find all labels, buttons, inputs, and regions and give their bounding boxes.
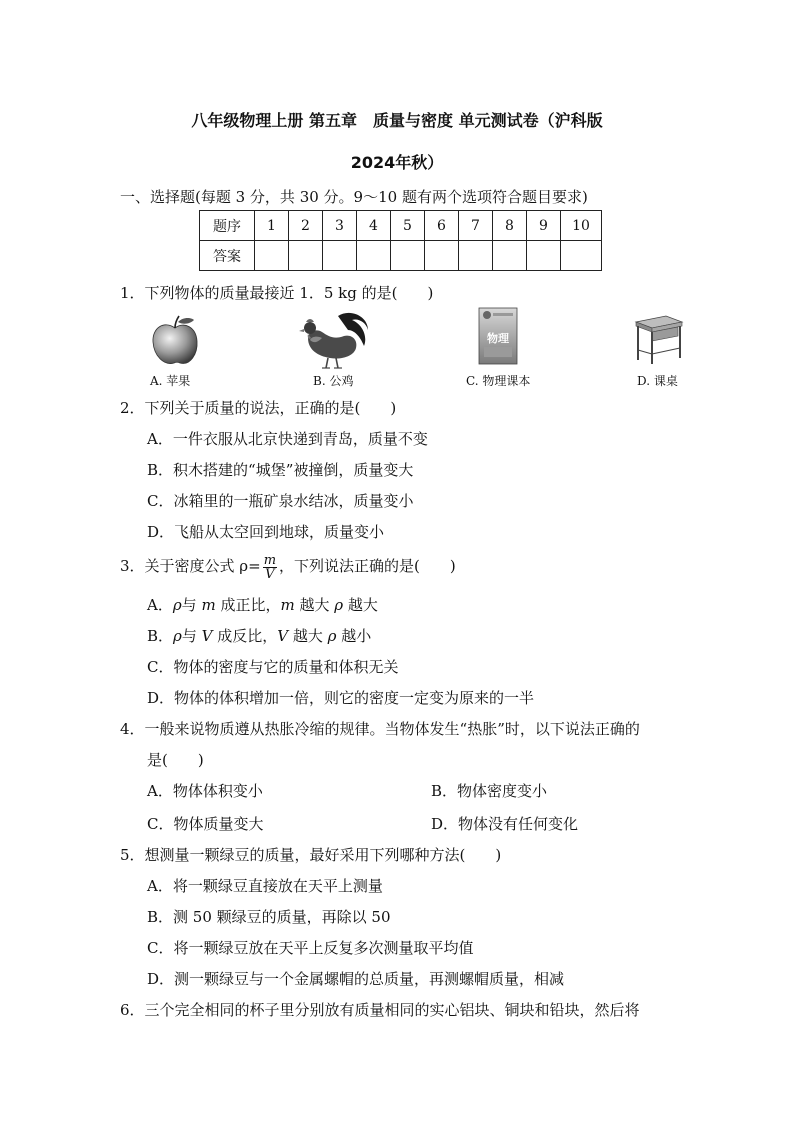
option-text: 成反比，: [212, 627, 278, 645]
table-number-cell: 1: [255, 211, 289, 241]
apple-image: [150, 314, 200, 368]
symbol-v: V: [277, 627, 289, 645]
symbol-v: V: [201, 627, 213, 645]
symbol-rho: ρ: [327, 627, 337, 645]
question-4-option-d: D．物体没有任何变化: [431, 815, 579, 833]
answer-cell[interactable]: [561, 241, 602, 271]
table-number-cell: 3: [323, 211, 357, 241]
question-2-option-b: B．积木搭建的“城堡”被撞倒，质量变大: [147, 461, 414, 479]
question-5-option-d: D．测一颗绿豆与一个金属螺帽的总质量，再测螺帽质量，相减: [147, 970, 565, 988]
symbol-rho: ρ: [173, 627, 182, 645]
answer-cell[interactable]: [527, 241, 561, 271]
option-text: 越大: [343, 596, 378, 614]
table-number-cell: 7: [459, 211, 493, 241]
answer-cell[interactable]: [459, 241, 493, 271]
table-number-cell: 8: [493, 211, 527, 241]
option-apple-caption: A. 苹果: [150, 374, 191, 388]
option-text: 越小: [336, 627, 372, 645]
question-3-option-b: [147, 625, 371, 646]
table-number-cell: 2: [289, 211, 323, 241]
page-title-line1: 八年级物理上册 第五章 质量与密度 单元测试卷（沪科版: [191, 111, 603, 130]
textbook-cover-title: 物理: [487, 332, 509, 345]
page-title-line2: 2024年秋）: [350, 153, 444, 172]
answer-table-header-row: [200, 211, 602, 241]
symbol-rho: ρ: [334, 596, 344, 614]
question-5-stem: 5．想测量一颗绿豆的质量，最好采用下列哪种方法( ): [120, 846, 502, 864]
table-number-cell: 6: [425, 211, 459, 241]
answer-cell[interactable]: [493, 241, 527, 271]
answer-table: [199, 210, 602, 271]
option-desk-caption: D. 课桌: [637, 374, 678, 388]
symbol-m: m: [280, 596, 295, 614]
question-4-option-c: C．物体质量变大: [147, 815, 264, 833]
question-3-option-a: [147, 594, 378, 615]
question-5-option-c: C．将一颗绿豆放在天平上反复多次测量取平均值: [147, 939, 474, 957]
option-text: 与: [181, 596, 202, 614]
question-3-stem-start: 3．关于密度公式 ρ=: [120, 557, 261, 575]
question-1-stem: 1．下列物体的质量最接近 1．5 kg 的是( ): [120, 284, 434, 302]
question-5-option-a: A．将一颗绿豆直接放在天平上测量: [147, 877, 383, 895]
question-3-option-c: C．物体的密度与它的质量和体积无关: [147, 658, 399, 676]
answer-cell[interactable]: [357, 241, 391, 271]
question-4-stem-line1: 4．一般来说物质遵从热胀冷缩的规律。当物体发生“热胀”时，以下说法正确的: [120, 720, 640, 738]
symbol-rho: ρ: [172, 596, 182, 614]
question-3-stem: [120, 551, 456, 581]
answer-table-answer-row: [200, 241, 602, 271]
answer-cell[interactable]: [323, 241, 357, 271]
table-number-cell: 5: [391, 211, 425, 241]
table-label-cell: 答案: [200, 241, 255, 271]
question-3-option-d: D．物体的体积增加一倍，则它的密度一定变为原来的一半: [147, 689, 535, 707]
option-text: 与: [181, 627, 202, 645]
question-4-option-a: A．物体体积变小: [147, 782, 263, 800]
option-letter: A．: [147, 596, 173, 614]
question-2-stem: 2．下列关于质量的说法，正确的是( ): [120, 399, 397, 417]
answer-cell[interactable]: [391, 241, 425, 271]
question-2-option-c: C．冰箱里的一瓶矿泉水结冰，质量变小: [147, 492, 414, 510]
desk-image: [634, 314, 684, 366]
table-number-cell: 10: [561, 211, 602, 241]
section-heading: 一、选择题(每题 3 分，共 30 分。9～10 题有两个选项符合题目要求): [120, 188, 588, 206]
table-label-cell: 题序: [200, 211, 255, 241]
question-2-option-a: A．一件衣服从北京快递到青岛，质量不变: [147, 430, 428, 448]
question-3-stem-end: ，下列说法正确的是( ): [279, 557, 456, 575]
table-number-cell: 4: [357, 211, 391, 241]
option-textbook-caption: C. 物理课本: [466, 374, 531, 388]
question-6-stem-line1: 6．三个完全相同的杯子里分别放有质量相同的实心铝块、铜块和铅块，然后将: [120, 1001, 640, 1019]
rooster-image: [298, 310, 372, 370]
option-rooster-caption: B. 公鸡: [313, 374, 354, 388]
table-number-cell: 9: [527, 211, 561, 241]
question-2-option-d: D．飞船从太空回到地球，质量变小: [147, 523, 385, 541]
option-text: 成正比，: [215, 596, 281, 614]
question-4-option-b: B．物体密度变小: [431, 782, 548, 800]
option-text: 越大: [294, 596, 335, 614]
answer-cell[interactable]: [289, 241, 323, 271]
answer-cell[interactable]: [425, 241, 459, 271]
fraction-numerator: m: [263, 552, 277, 568]
question-4-stem-line2: 是( ): [147, 751, 204, 769]
option-letter: B．: [147, 627, 174, 645]
density-formula-fraction: [263, 554, 277, 581]
answer-cell[interactable]: [255, 241, 289, 271]
symbol-m: m: [201, 596, 216, 614]
option-text: 越大: [288, 627, 328, 645]
question-5-option-b: B．测 50 颗绿豆的质量，再除以 50: [147, 908, 391, 926]
fraction-denominator: V: [265, 566, 275, 582]
